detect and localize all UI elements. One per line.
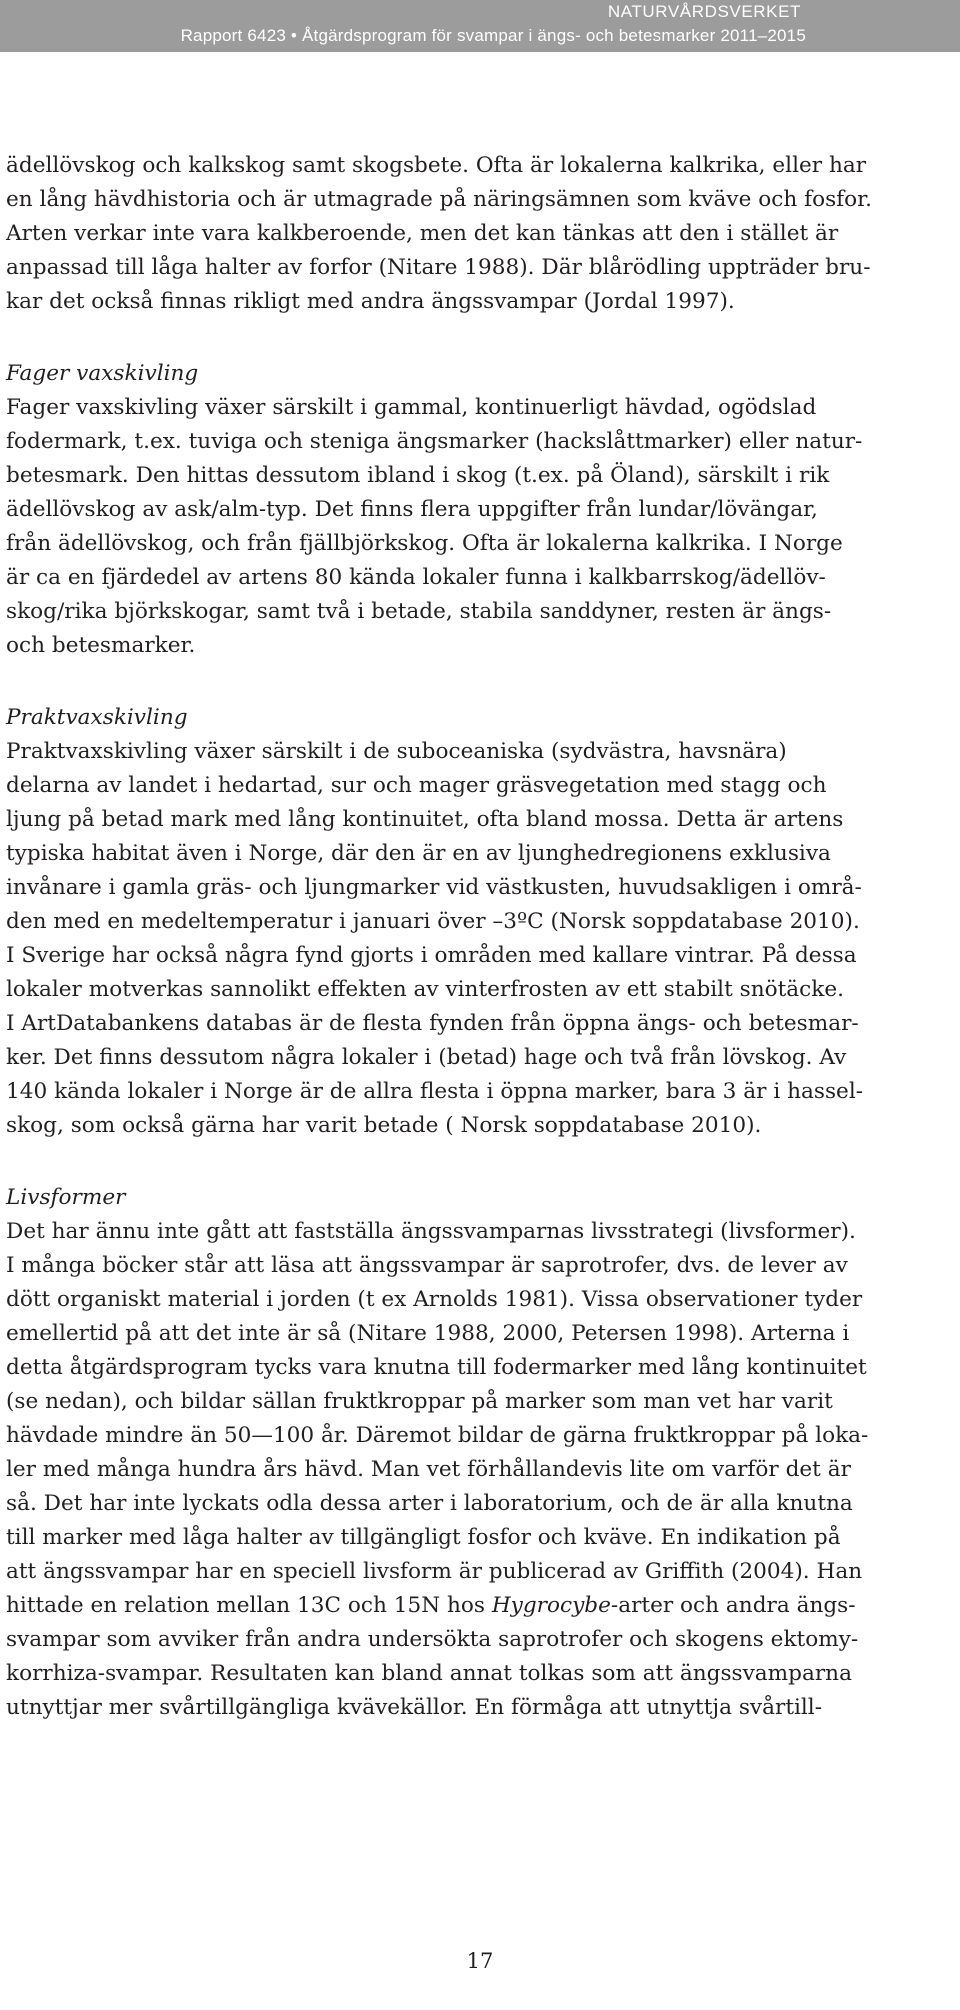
paragraph-text-part: Det har ännu inte gått att fastställa ängssvamparnas livsstrategi (livsformer). I många böcker står att läsa att ängssvampar är saprotrofer, dvs. de lever av dött organiskt material i jorden (t ex Arnolds 1981). Vissa observationer tyder emellertid på att det inte är så (Nitare 1988, 2000, Petersen 1998). Arterna i detta åtgärdsprogram tycks vara knutna till fodermarker med lång kontinuitet (se nedan), och bildar sällan fruktkroppar på marker som man vet har varit hävdade mindre än 50—100 år. Däremot bildar de gärna fruktkroppar på loka- ler med många hundra års hävd. Man vet förhållandevis lite om varför det är så. Det har inte lyckats odla dessa arter i laboratorium, och de är alla knutna till marker med låga halter av tillgängligt fosfor och kväve. En indikation på att ängssvampar har en speciell livsform är publicerad av Griffith (2004). Han hittade en relation mellan 13C och 15N hos <box>6 1219 869 1618</box>
section-heading: Praktvaxskivling <box>6 705 188 730</box>
paragraph-text-part: -arter och andra ängs- svampar som avviker från andra undersökta saprotrofer och skogens ektomy- korrhiza-svampar. Resultaten kan bland annat tolkas som att ängssvamparna utnyttjar mer svårtillgängliga kvävekällor. En förmåga att utnyttja svårtill- <box>6 1593 859 1720</box>
report-header <box>0 0 960 52</box>
genus-name: Hygrocybe <box>491 1593 611 1618</box>
section-heading: Livsformer <box>6 1185 126 1210</box>
section-paragraph: Fager vaxskivling växer särskilt i gammal, kontinuerligt hävdad, ogödslad fodermark, t.ex. tuviga och steniga ängsmarker (hackslåttmarker) eller natur- betesmark. Den hittas dessutom ibland i skog (t.ex. på Öland), särskilt i rik ädellövskog av ask/alm-typ. Det finns flera uppgifter från lundar/lövängar, från ädellövskog, och från fjällbjörkskog. Ofta är lokalerna kalkrika. I Norge är ca en fjärdedel av artens 80 kända lokaler funna i kalkbarrskog/ädellöv- skog/rika björkskogar, samt två i betade, stabila sanddyner, resten är ängs- och betesmarker. <box>6 395 863 658</box>
page-content <box>6 149 946 1725</box>
intro-paragraph: ädellövskog och kalkskog samt skogsbete. Ofta är lokalerna kalkrika, eller har en lång hävdhistoria och är utmagrade på näringsämnen som kväve och fosfor. Arten verkar inte vara kalkberoende, men det kan tänkas att den i stället är anpassad till låga halter av forfor (Nitare 1988). Där blårödling uppträder bru- kar det också finnas rikligt med andra ängssvampar (Jordal 1997). <box>6 153 872 314</box>
section-praktvaxskivling <box>6 701 946 1143</box>
section-paragraph: Praktvaxskivling växer särskilt i de suboceaniska (sydvästra, havsnära) delarna av landet i hedartad, sur och mager gräsvegetation med stagg och ljung på betad mark med lång kontinuitet, ofta bland mossa. Detta är artens typiska habitat även i Norge, där den är en av ljunghedregionens exklusiva invånare i gamla gräs- och ljungmarker vid västkusten, huvudsakligen i områ- den med en medeltemperatur i januari över –3ºC (Norsk soppdatabase 2010). I Sverige har också några fynd gjorts i områden med kallare vintrar. På dessa lokaler motverkas sannolikt effekten av vinterfrosten av ett stabilt snötäcke. I ArtDatabankens databas är de flesta fynden från öppna ängs- och betesmar- ker. Det finns dessutom några lokaler i (betad) hage och två från lövskog. Av 140 kända lokaler i Norge är de allra flesta i öppna marker, bara 3 är i hassel- skog, som också gärna har varit betade ( Norsk soppdatabase 2010). <box>6 739 864 1138</box>
page-number: 17 <box>466 1949 494 1973</box>
section-heading: Fager vaxskivling <box>6 361 199 386</box>
header-report-title: Rapport 6423 • Åtgärdsprogram för svampar i ängs- och betesmarker 2011–2015 <box>180 26 806 45</box>
section-paragraph <box>6 1215 946 1725</box>
section-livsformer <box>6 1181 946 1725</box>
section-fager-vaxskivling <box>6 357 946 663</box>
header-organization: NATURVÅRDSVERKET <box>607 2 801 21</box>
